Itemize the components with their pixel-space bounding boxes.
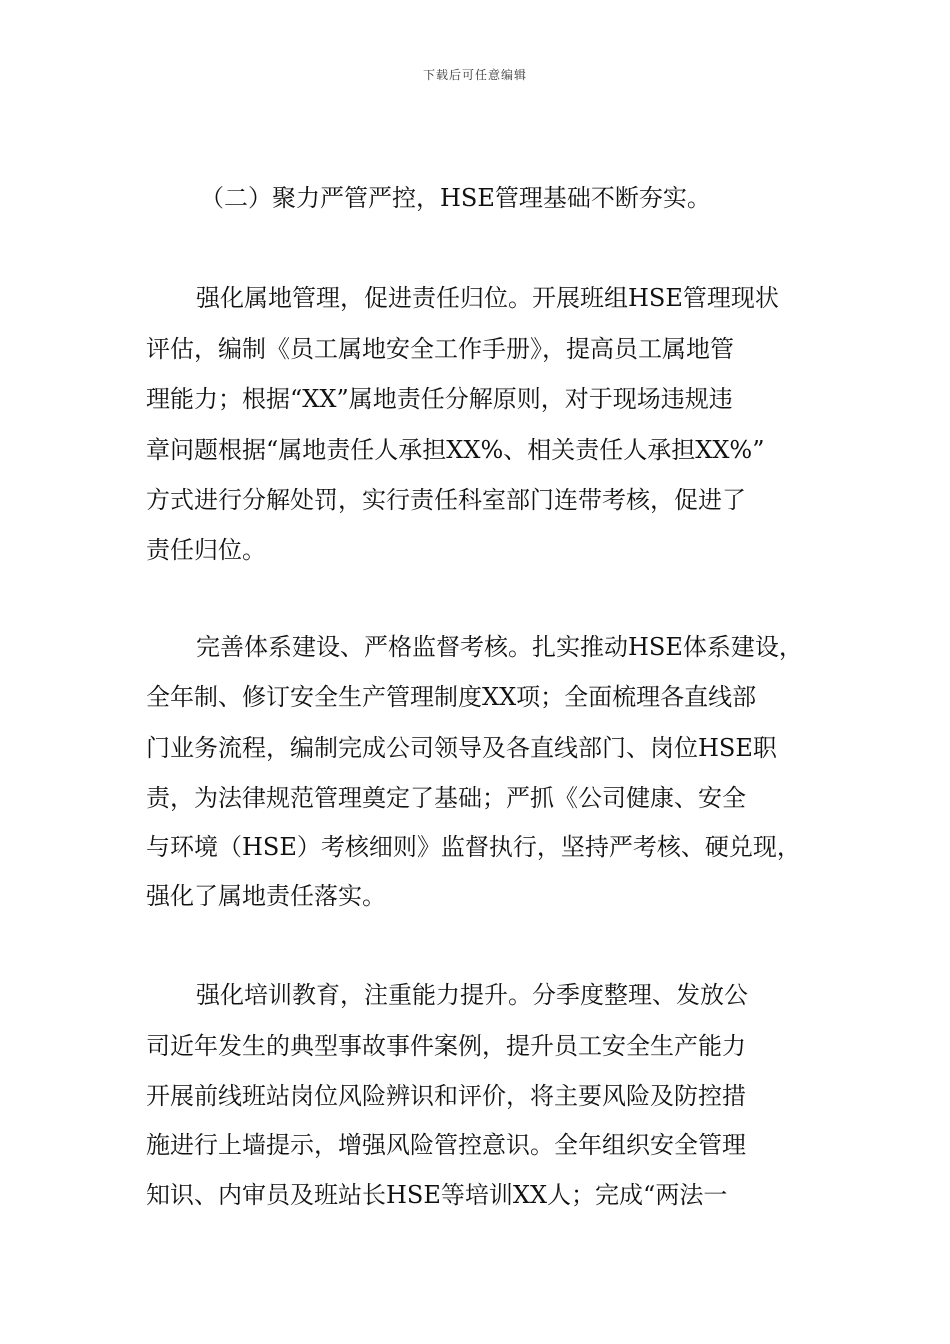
paragraph-line: 开展前线班站岗位风险辨识和评价，将主要风险及防控措 <box>146 1082 746 1110</box>
paragraph-line: 章问题根据“属地责任人承担XX%、相关责任人承担XX%” <box>146 436 765 464</box>
paragraph-line: 强化了属地责任落实。 <box>146 882 386 910</box>
paragraph-line: 门业务流程，编制完成公司领导及各直线部门、岗位HSE职 <box>146 734 777 762</box>
paragraph-line: 强化属地管理，促进责任归位。开展班组HSE管理现状 <box>196 284 779 312</box>
paragraph-line: 责，为法律规范管理奠定了基础；严抓《公司健康、安全 <box>146 784 746 812</box>
paragraph-line: 知识、内审员及班站长HSE等培训XX人；完成“两法一 <box>146 1181 728 1209</box>
paragraph-line: 强化培训教育，注重能力提升。分季度整理、发放公 <box>196 981 748 1009</box>
paragraph-line: 责任归位。 <box>146 536 266 564</box>
paragraph-line: 完善体系建设、严格监督考核。扎实推动HSE体系建设， <box>196 633 803 661</box>
paragraph-line: 理能力；根据“XX”属地责任分解原则，对于现场违规违 <box>146 385 733 413</box>
section-heading: （二）聚力严管严控，HSE管理基础不断夯实。 <box>200 184 711 212</box>
paragraph-line: 施进行上墙提示，增强风险管控意识。全年组织安全管理 <box>146 1131 746 1159</box>
paragraph-line: 司近年发生的典型事故事件案例，提升员工安全生产能力 <box>146 1032 746 1060</box>
paragraph-line: 与环境（HSE）考核细则》监督执行，坚持严考核、硬兑现， <box>146 833 801 861</box>
paragraph-line: 方式进行分解处罚，实行责任科室部门连带考核，促进了 <box>146 486 746 514</box>
paragraph-line: 全年制、修订安全生产管理制度XX项；全面梳理各直线部 <box>146 683 757 711</box>
header-note: 下载后可任意编辑 <box>422 68 527 82</box>
paragraph-line: 评估，编制《员工属地安全工作手册》，提高员工属地管 <box>146 335 734 363</box>
